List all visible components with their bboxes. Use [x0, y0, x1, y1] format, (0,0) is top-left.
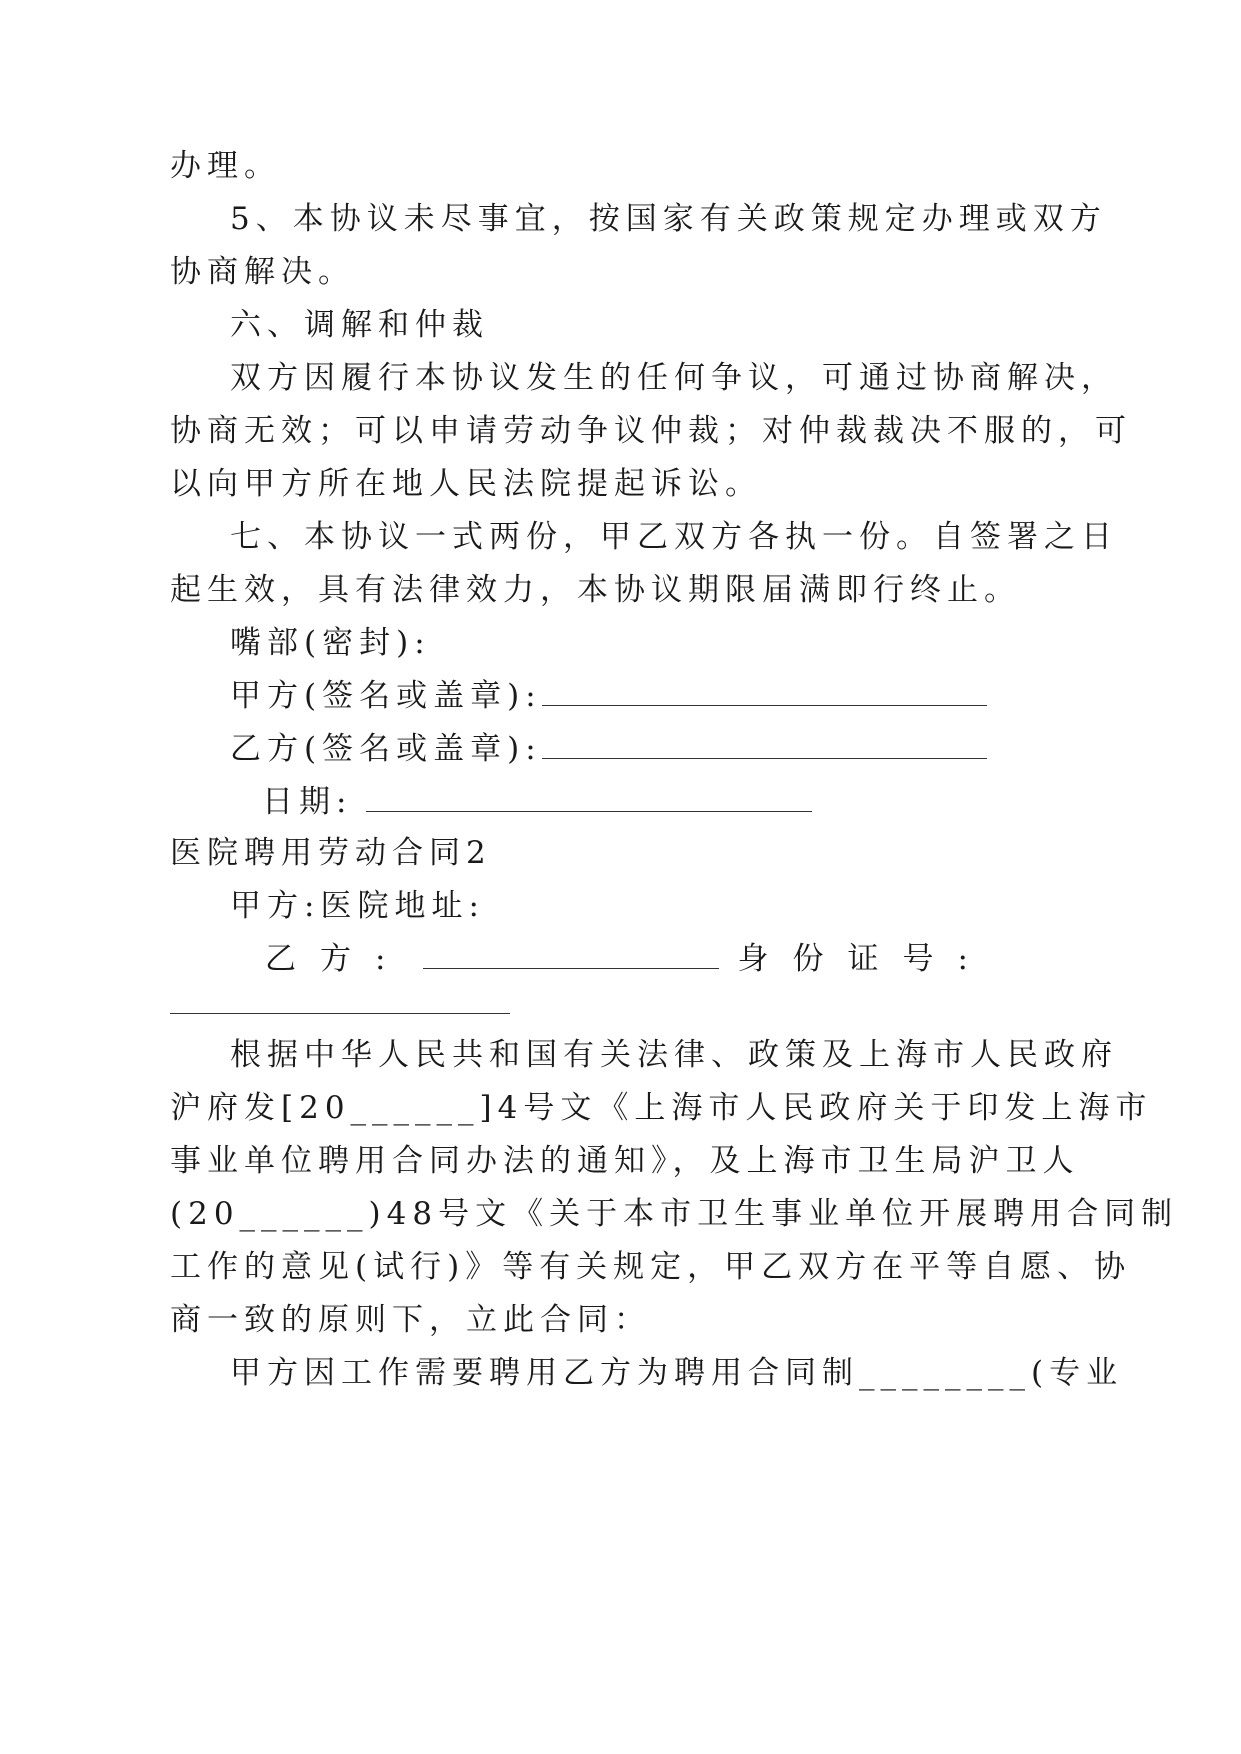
body-line: (20______)48号文《关于本市卫生事业单位开展聘用合同制	[170, 1196, 1179, 1232]
date-row	[262, 782, 812, 822]
body-line: 工作的意见(试行)》等有关规定，甲乙双方在平等自愿、协	[170, 1249, 1132, 1285]
date-label: 日期:	[262, 784, 353, 820]
id-number-blank[interactable]	[170, 985, 510, 1014]
party-b-signature-label: 乙方(签名或盖章):	[230, 731, 542, 767]
paragraph-line: 协商无效；可以申请劳动争议仲裁；对仲裁裁决不服的，可	[170, 413, 1132, 449]
seal-label: 嘴部(密封):	[230, 625, 431, 661]
paragraph-line: 5、本协议未尽事宜，按国家有关政策规定办理或双方	[230, 201, 1107, 237]
paragraph-line: 双方因履行本协议发生的任何争议，可通过协商解决，	[230, 360, 1118, 396]
body-line: 沪府发[20______]4号文《上海市人民政府关于印发上海市	[170, 1090, 1153, 1126]
body-line: 商一致的原则下，立此合同：	[170, 1302, 651, 1338]
party-b-row	[265, 939, 992, 979]
id-number-label: 身份证号:	[737, 941, 992, 977]
paragraph-line: 七、本协议一式两份，甲乙双方各执一份。自签署之日	[230, 519, 1118, 555]
party-a-signature-blank[interactable]	[542, 677, 987, 706]
paragraph-line: 以向甲方所在地人民法院提起诉讼。	[170, 466, 762, 502]
body-line: 甲方因工作需要聘用乙方为聘用合同制________(专业	[230, 1355, 1124, 1391]
paragraph-line: 协商解决。	[170, 254, 355, 290]
date-blank[interactable]	[366, 783, 812, 812]
section-heading: 六、调解和仲裁	[230, 307, 489, 343]
party-a-address: 甲方:医院地址:	[230, 888, 485, 924]
paragraph-line: 办理。	[170, 148, 281, 184]
party-a-signature-label: 甲方(签名或盖章):	[230, 678, 542, 714]
body-line: 根据中华人民共和国有关法律、政策及上海市人民政府	[230, 1037, 1118, 1073]
party-a-signature-row	[230, 676, 987, 716]
party-b-signature-row	[230, 729, 987, 769]
paragraph-line: 起生效，具有法律效力，本协议期限届满即行终止。	[170, 572, 1021, 608]
body-line: 事业单位聘用合同办法的通知》，及上海市卫生局沪卫人	[170, 1143, 1080, 1179]
party-b-signature-blank[interactable]	[542, 730, 987, 759]
party-b-name-blank[interactable]	[423, 940, 719, 969]
party-b-label: 乙方:	[265, 941, 410, 977]
contract-title: 医院聘用劳动合同2	[170, 835, 492, 871]
